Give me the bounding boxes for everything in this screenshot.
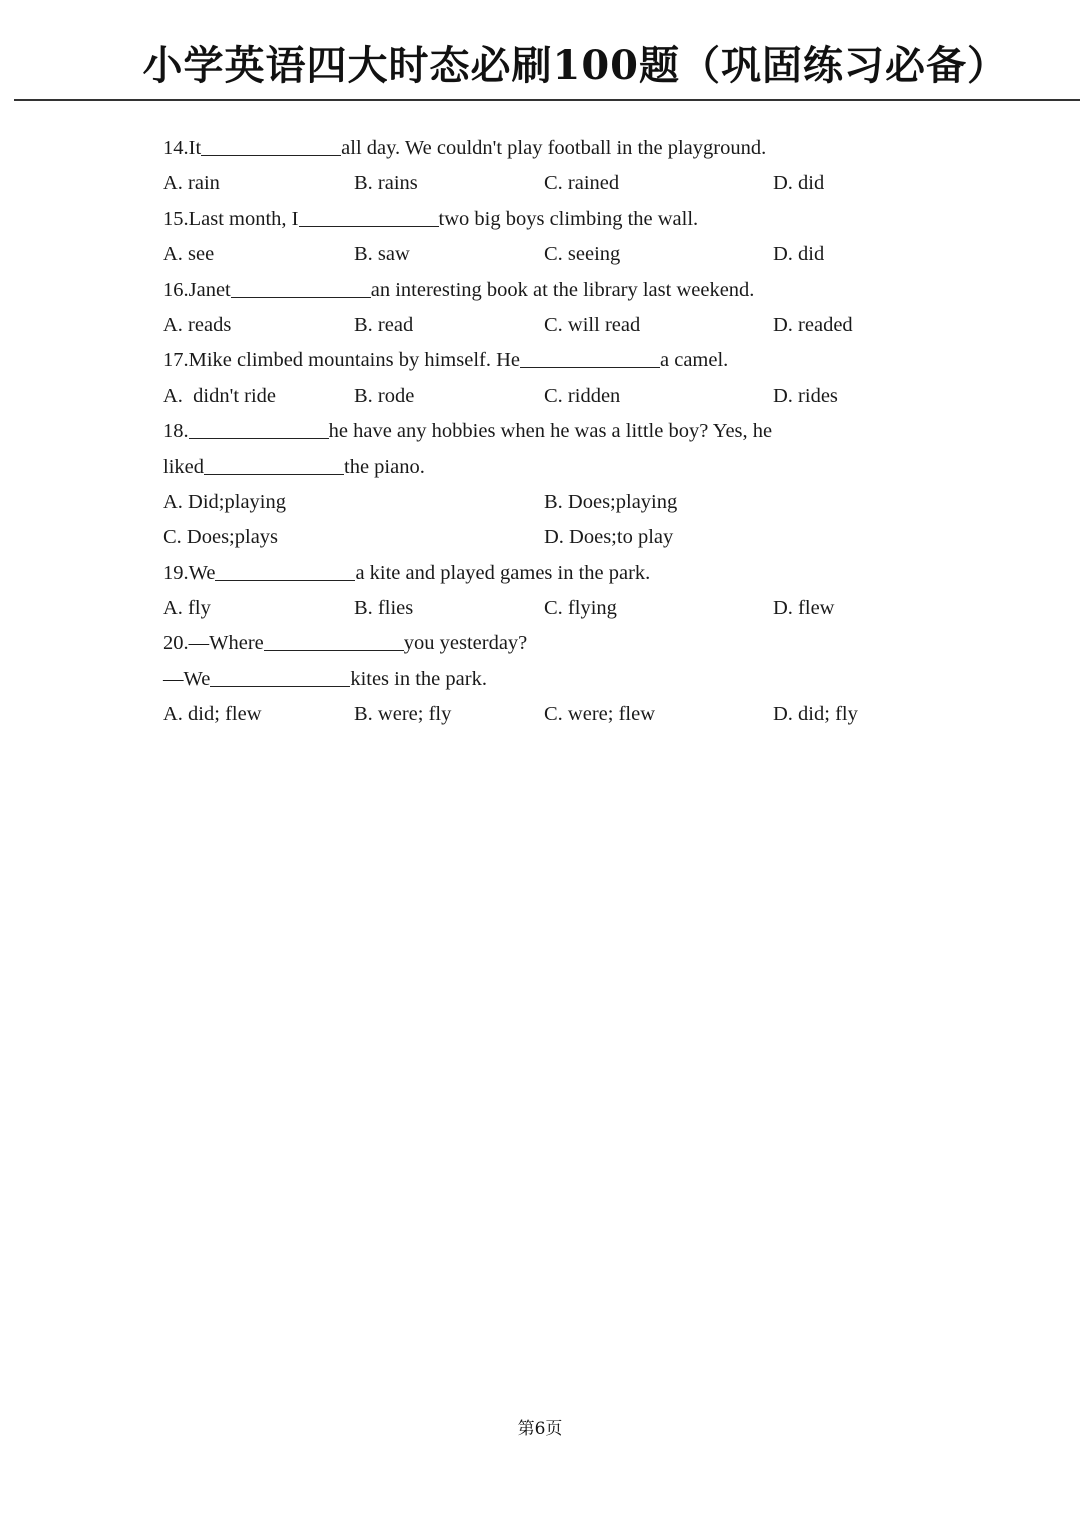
answer-blank: [299, 204, 439, 227]
option-c: C. seeing: [544, 243, 621, 266]
question-15-stem: [163, 202, 923, 237]
stem-text: 19.We: [163, 561, 216, 584]
question-16-stem: [163, 273, 923, 308]
question-20-stem: [163, 626, 923, 661]
stem-text: an interesting book at the library last weekend.: [370, 278, 755, 301]
stem-text: 17.Mike climbed mountains by himself. He: [163, 349, 520, 372]
header-divider: [14, 99, 1080, 101]
stem-text: two big boys climbing the wall.: [438, 207, 699, 230]
question-20-options: [163, 697, 923, 732]
question-17-options: [163, 379, 923, 414]
question-list: [163, 131, 923, 733]
stem-text: 20.—Where: [163, 632, 264, 655]
answer-blank: [215, 558, 355, 581]
option-d: D. readed: [773, 313, 853, 336]
option-c: C. will read: [544, 313, 641, 336]
stem-text: 16.Janet: [163, 278, 231, 301]
question-19-stem: [163, 556, 923, 591]
option-a: A. fly: [163, 597, 211, 620]
option-b: B. were; fly: [354, 703, 452, 726]
option-a: A. Did;playing: [163, 490, 286, 513]
answer-blank: [520, 345, 660, 368]
question-18-stem-continued: [163, 450, 923, 485]
question-14-options: [163, 166, 923, 201]
option-b: B. saw: [354, 243, 410, 266]
answer-blank: [231, 275, 371, 298]
option-d: D. Does;to play: [544, 526, 674, 549]
option-c: C. rained: [544, 172, 620, 195]
option-d: D. did: [773, 243, 825, 266]
answer-blank: [210, 664, 350, 687]
option-a: A. rain: [163, 172, 220, 195]
answer-blank: [189, 416, 329, 439]
stem-text: a camel.: [660, 349, 729, 372]
option-a: A. see: [163, 243, 215, 266]
stem-text: kites in the park.: [350, 667, 487, 690]
stem-text: the piano.: [344, 455, 425, 478]
option-c: C. ridden: [544, 384, 621, 407]
option-c: C. flying: [544, 597, 617, 620]
option-d: D. did: [773, 172, 825, 195]
option-b: B. read: [354, 313, 414, 336]
option-a: A. reads: [163, 313, 232, 336]
page-title: 小学英语四大时态必刷100题（巩固练习必备）: [142, 42, 1008, 89]
answer-blank: [264, 628, 404, 651]
option-d: D. rides: [773, 384, 838, 407]
option-d: D. did; fly: [773, 703, 858, 726]
question-18-options-row-1: [163, 485, 923, 520]
stem-text: 14.It: [163, 137, 202, 159]
question-14-stem: [163, 131, 923, 166]
page-number: 第6页: [517, 1419, 563, 1439]
option-c: C. Does;plays: [163, 526, 279, 549]
option-a: A. did; flew: [163, 703, 262, 726]
stem-text: 18.: [163, 420, 189, 443]
stem-text: all day. We couldn't play football in the playground.: [341, 137, 767, 159]
stem-text: 15.Last month, I: [163, 207, 299, 230]
stem-text: he have any hobbies when he was a little boy? Yes, he: [328, 420, 773, 443]
question-18-stem: [163, 414, 923, 449]
stem-text: a kite and played games in the park.: [355, 561, 651, 584]
question-19-options: [163, 591, 923, 626]
question-18-options-row-2: [163, 520, 923, 555]
question-15-options: [163, 237, 923, 272]
option-b: B. Does;playing: [544, 490, 678, 513]
stem-text: —We: [163, 667, 211, 690]
option-d: D. flew: [773, 597, 835, 620]
option-c: C. were; flew: [544, 703, 655, 726]
option-b: B. rains: [354, 172, 418, 195]
question-20-stem-continued: [163, 662, 923, 697]
option-b: B. rode: [354, 384, 415, 407]
answer-blank: [204, 452, 344, 475]
option-a: A. didn't ride: [163, 384, 277, 407]
stem-text: you yesterday?: [403, 632, 528, 655]
question-16-options: [163, 308, 923, 343]
answer-blank: [201, 133, 341, 156]
stem-text: liked: [163, 455, 204, 478]
option-b: B. flies: [354, 597, 414, 620]
question-17-stem: [163, 343, 923, 378]
